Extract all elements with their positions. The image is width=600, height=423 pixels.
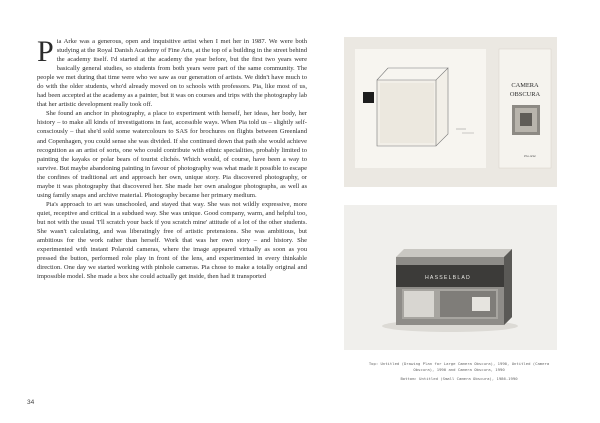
page-number: 34 bbox=[27, 399, 35, 406]
body-text bbox=[37, 37, 307, 281]
camera-box-image bbox=[344, 205, 557, 350]
drop-cap: P bbox=[37, 35, 54, 68]
paragraph-1 bbox=[37, 37, 307, 109]
drawing-plan-image bbox=[344, 37, 557, 187]
photo-caption bbox=[359, 361, 559, 383]
photo-drawing-plan-camera-obscura bbox=[344, 37, 557, 187]
photo-small-camera-obscura bbox=[344, 205, 557, 350]
paragraph-2: She found an anchor in photography, a place to experiment with herself, her ideas, her body, her history – to make all kinds of investigations in fast, accessible ways. When Pia told us – slightly self-consciously – that she'd sold some watercolours to SAS for brochures on flights between Greenland and Copenhagen, you could sense she was divided. If she continued down that path she would achieve recognition as an artist of sorts, one who could contribute with ethnic specialities, probably limited to painting the kayaks or polar bears of tourist clichés. Which would, of course, have been a way to survive. But maybe abandoning painting in favour of photography was what made it possible to escape the confines of traditional art and approach her own, unique story. Pia discovered photography, or maybe it was photography that discovered her. She made her own analogue photographs, as well as using family snaps and archive material. Photography became her primary medium. bbox=[37, 110, 307, 199]
signature: Pia Arke bbox=[524, 154, 536, 158]
caption-bottom: Bottom: Untitled (Small Camera Obscura), 1986-1990 bbox=[400, 376, 518, 382]
box-brand-label: HASSELBLAD bbox=[424, 275, 472, 281]
caption-top: Top: Untitled (Drawing Plan for Large Camera Obscura), 1990, Untitled (Camera Obscura), 1990 and Camera Obscura, 1990 bbox=[368, 361, 550, 373]
camera-title-line1: CAMERA bbox=[511, 82, 539, 89]
camera-title-line2: OBSCURA bbox=[509, 91, 541, 98]
paragraph-3: Pia's approach to art was unschooled, and stayed that way. She was not wildly expressive, more quiet, receptive and critical in a subdued way. She was unique. Good company, warm, and helpful too, but not with the usual 'I'll scratch your back if you scratch mine' attitude of a lot of the other students. She wasn't calculating, and was liberatingly free of artistic pretensions. She was ambitious, but ambitious for the work rather than herself. Work that was her own story – and history. She experimented with instant Polaroid cameras, where the image appeared virtually as soon as you pressed the button, performed role play in front of the lens, and experimented in every thinkable direction. One day we started working with pinhole cameras. Pia chose to make a totally original and impossible model. She made a box she could actually get inside, then had it transported bbox=[37, 200, 307, 281]
paragraph-1-text: ia Arke was a generous, open and inquisitive artist when I met her in 1987. We were both studying at the Royal Danish Academy of Fine Arts, at the top of a building in the street behind the academy itself. I'd started at the academy the year before, but the first two years were basically general studies, so students from both years were part of the same community. The people we met during that time were who we saw as our generation of artists. We didn't have much to do with the older students, who'd already moved on to schools with professors. Pia, like most of us, had been accepted at the academy as a painter, but it was on courses and trips with the photography lab that her artistic development really took off. bbox=[37, 38, 307, 109]
